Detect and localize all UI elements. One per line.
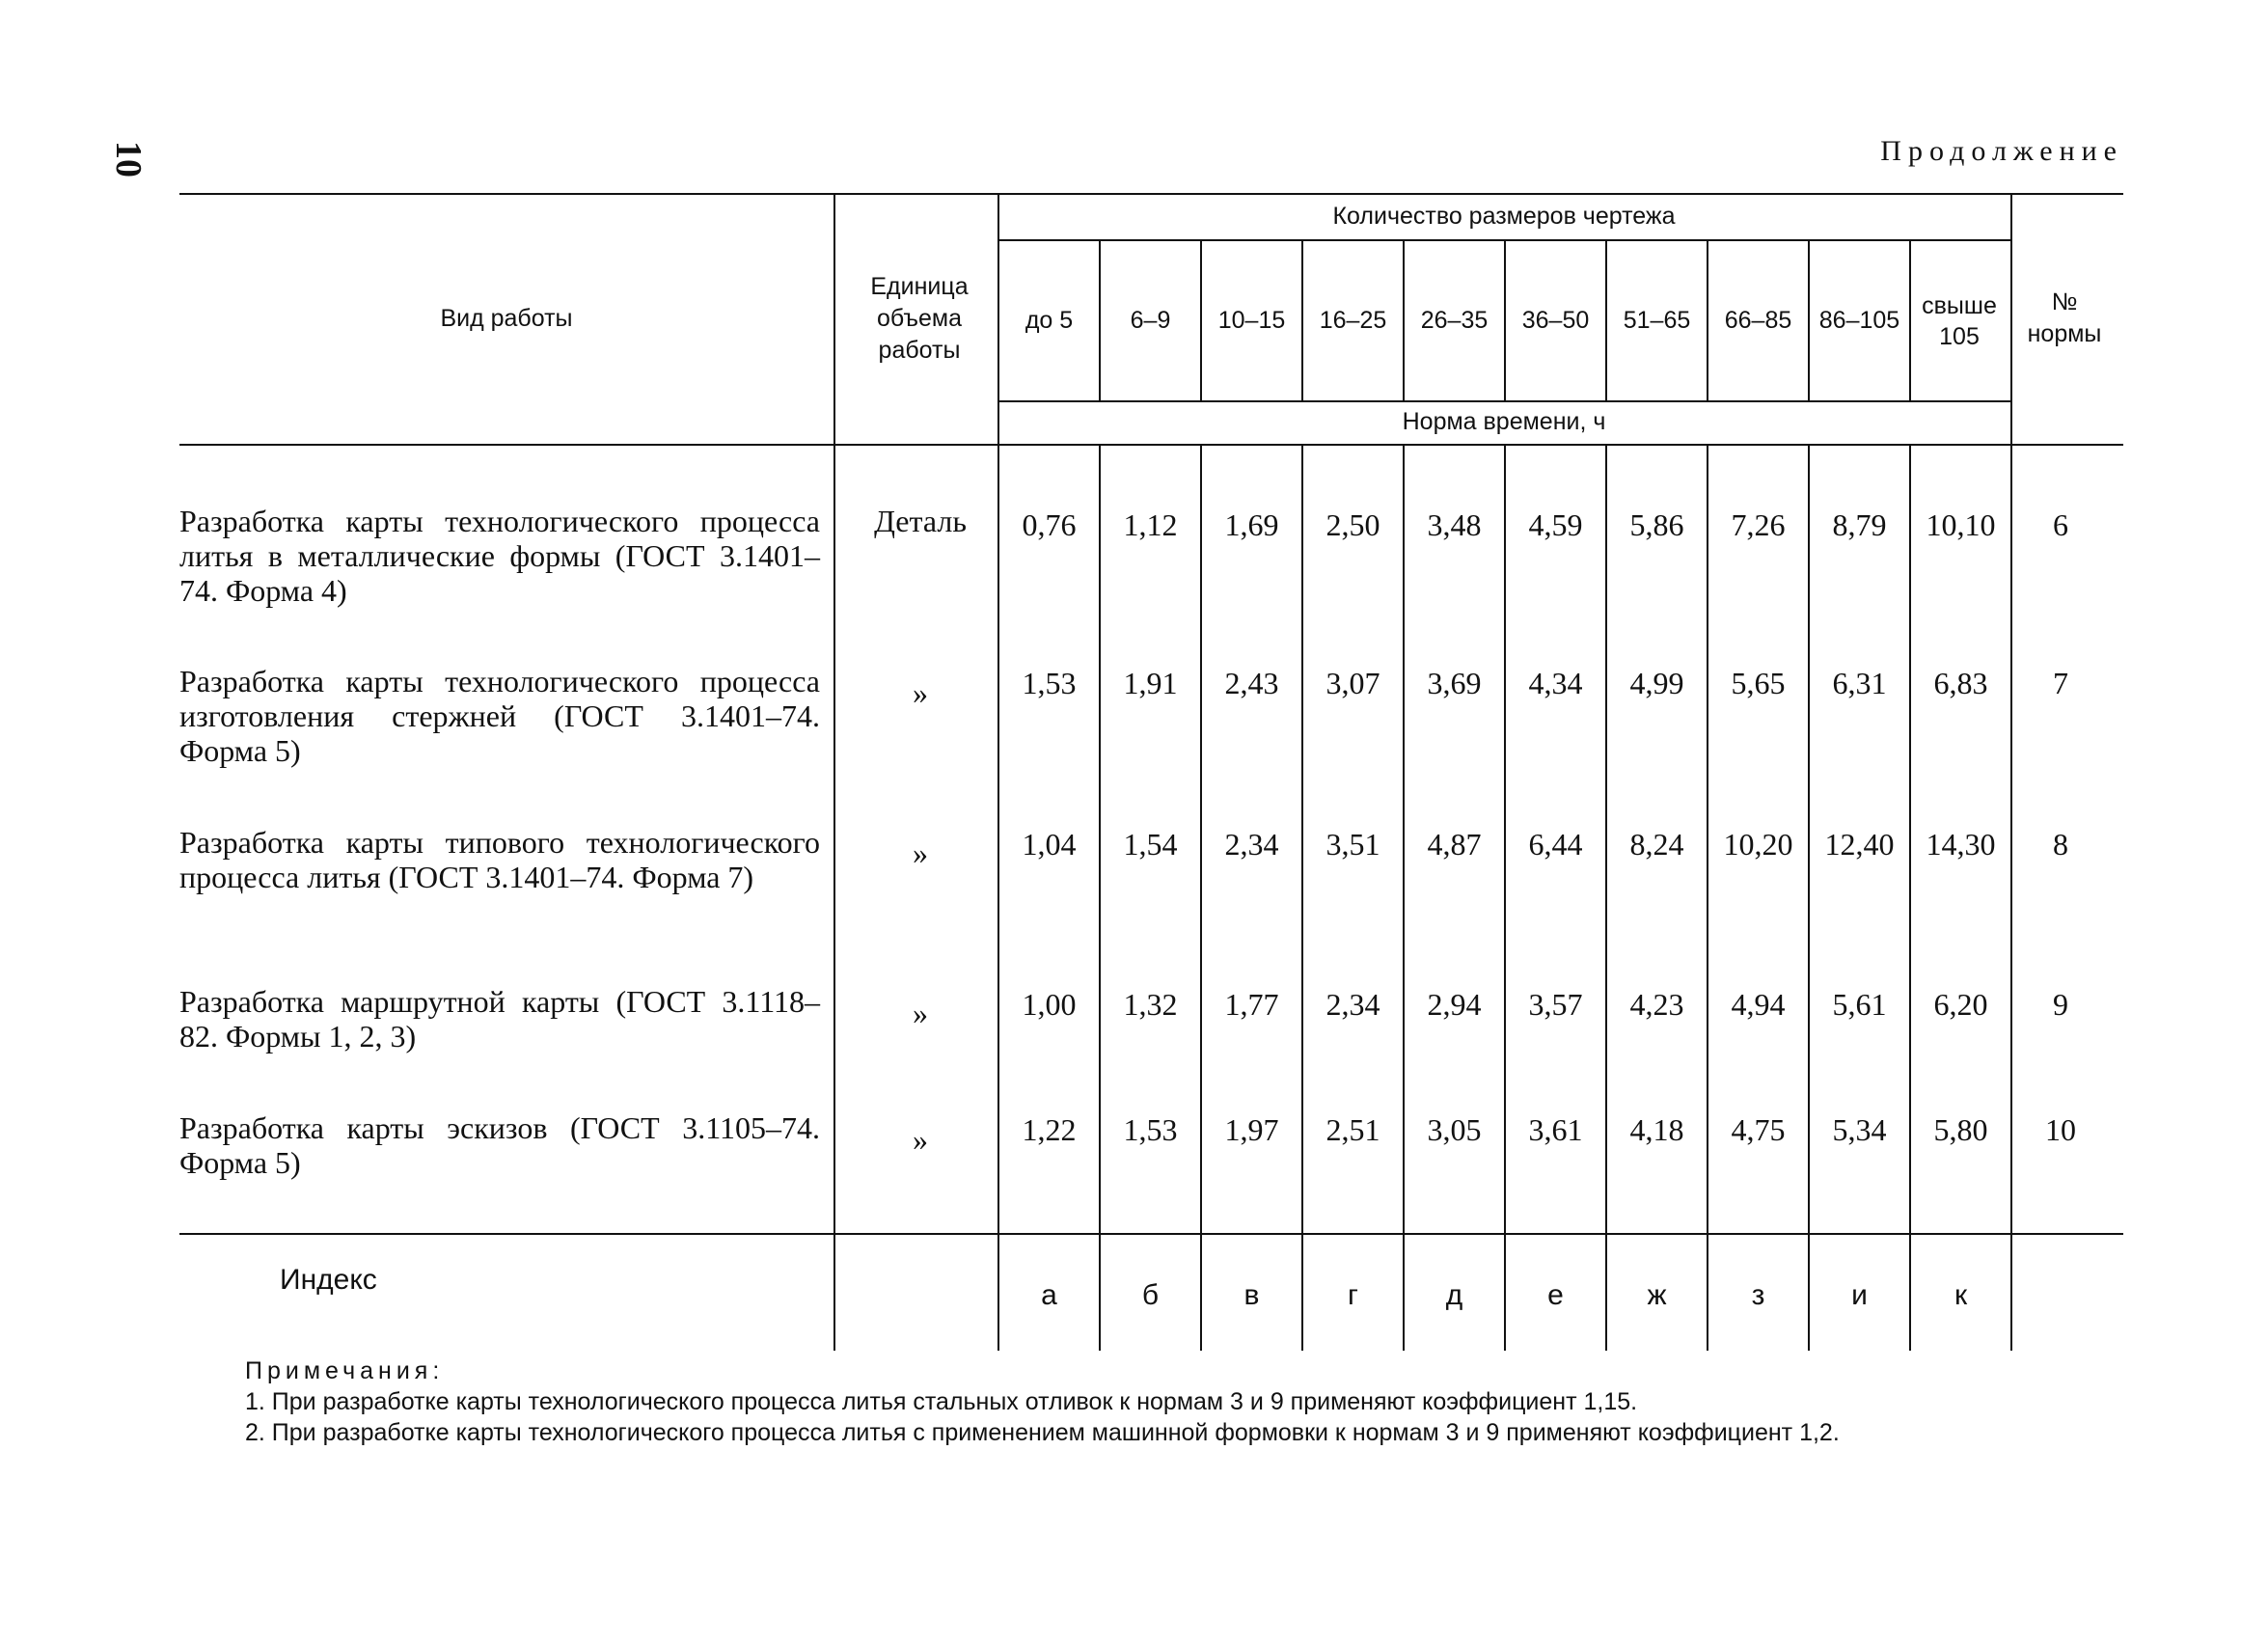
work-description: Разработка карты технологического процесса изготовления стержней (ГОСТ 3.1401–74. Форма 5)	[179, 664, 820, 768]
work-unit: »	[913, 675, 928, 710]
time-value: 2,43	[1224, 666, 1279, 700]
time-value: 5,65	[1731, 666, 1786, 700]
time-value: 3,61	[1528, 1112, 1583, 1147]
continued-label: Продолжение	[1880, 135, 2123, 167]
time-value: 2,51	[1325, 1112, 1380, 1147]
index-letter: б	[1141, 1279, 1160, 1311]
time-value: 2,94	[1427, 987, 1482, 1022]
time-value: 14,30	[1926, 827, 1996, 862]
time-value: 3,48	[1427, 507, 1482, 542]
norm-number: 9	[2053, 987, 2068, 1022]
time-value: 5,80	[1933, 1112, 1988, 1147]
header-work-type: Вид работы	[440, 304, 573, 332]
index-label: Индекс	[280, 1264, 377, 1296]
time-value: 1,32	[1123, 987, 1178, 1022]
time-value: 2,50	[1325, 507, 1380, 542]
col-divider-6-body	[1605, 444, 1607, 1351]
norm-number: 8	[2053, 827, 2068, 862]
unit-col-left-rule	[833, 193, 835, 1351]
index-letter: е	[1547, 1279, 1564, 1311]
index-letter: д	[1445, 1279, 1463, 1311]
time-value: 5,61	[1832, 987, 1887, 1022]
size-col-header: 36–50	[1521, 307, 1590, 334]
size-col-header: 6–9	[1130, 307, 1171, 334]
time-value: 4,99	[1629, 666, 1684, 700]
time-value: 8,79	[1832, 507, 1887, 542]
time-value: 7,26	[1731, 507, 1786, 542]
work-unit: »	[913, 1122, 928, 1157]
norm-number: 6	[2053, 507, 2068, 542]
time-value: 6,44	[1528, 827, 1583, 862]
time-value: 1,91	[1123, 666, 1178, 700]
time-value: 1,00	[1022, 987, 1077, 1022]
time-value: 1,69	[1224, 507, 1279, 542]
index-letter: г	[1348, 1279, 1358, 1311]
work-description: Разработка карты технологического процесса литья в металлические формы (ГОСТ 3.1401–74. Форма 4)	[179, 504, 820, 608]
size-col-header: 86–105	[1818, 307, 1900, 334]
header-bottom-rule	[179, 444, 2123, 446]
norm-col-left-rule	[2010, 193, 2012, 1351]
time-value: 1,54	[1123, 827, 1178, 862]
time-value: 5,34	[1832, 1112, 1887, 1147]
col-divider-4-body	[1403, 444, 1405, 1351]
work-description: Разработка карты эскизов (ГОСТ 3.1105–74. Форма 5)	[179, 1110, 820, 1180]
size-col-header: свыше 105	[1922, 291, 1997, 350]
col-divider-8-body	[1808, 444, 1810, 1351]
col-divider-7-body	[1707, 444, 1708, 1351]
time-value: 4,75	[1731, 1112, 1786, 1147]
size-col-header: 66–85	[1724, 307, 1792, 334]
time-value: 10,20	[1723, 827, 1793, 862]
work-unit: »	[913, 835, 928, 870]
col-divider-9-body	[1909, 444, 1911, 1351]
time-value: 3,07	[1325, 666, 1380, 700]
header-norm-number: № нормы	[2027, 288, 2102, 347]
time-value: 1,12	[1123, 507, 1178, 542]
header-time-norm: Норма времени, ч	[1402, 408, 1606, 435]
time-value: 1,53	[1123, 1112, 1178, 1147]
index-letter: ж	[1647, 1279, 1667, 1311]
size-col-header: 10–15	[1217, 307, 1286, 334]
header-sizes-group: Количество размеров чертежа	[1332, 202, 1676, 230]
time-value: 5,86	[1629, 507, 1684, 542]
time-value: 1,77	[1224, 987, 1279, 1022]
size-col-header: до 5	[1025, 307, 1074, 334]
time-value: 2,34	[1325, 987, 1380, 1022]
time-value: 6,83	[1933, 666, 1988, 700]
time-value: 3,05	[1427, 1112, 1482, 1147]
work-description: Разработка карты типового технологического процесса литья (ГОСТ 3.1401–74. Форма 7)	[179, 825, 820, 894]
time-value: 4,94	[1731, 987, 1786, 1022]
index-letter: а	[1041, 1279, 1057, 1311]
index-top-rule	[179, 1233, 2123, 1235]
time-value: 1,53	[1022, 666, 1077, 700]
size-col-header: 16–25	[1319, 307, 1387, 334]
work-unit: Деталь	[874, 504, 967, 538]
col-divider-5-body	[1504, 444, 1506, 1351]
time-value: 6,31	[1832, 666, 1887, 700]
size-col-header: 26–35	[1420, 307, 1489, 334]
size-col-header: 51–65	[1623, 307, 1691, 334]
note-item: 2. При разработке карты технологического процесса литья с применением машинной формовки к нормам 3 и 9 применяют коэффициент 1,2.	[245, 1419, 1840, 1446]
header-unit: Единица объема работы	[870, 272, 969, 364]
page-number: 10	[108, 141, 149, 178]
time-value: 10,10	[1926, 507, 1996, 542]
work-unit: »	[913, 996, 928, 1030]
time-value: 4,34	[1528, 666, 1583, 700]
time-value: 12,40	[1824, 827, 1895, 862]
time-value: 1,04	[1022, 827, 1077, 862]
notes	[179, 1355, 2123, 1448]
time-value: 2,34	[1224, 827, 1279, 862]
note-item: 1. При разработке карты технологического процесса литья стальных отливок к нормам 3 и 9 применяют коэффициент 1,15.	[245, 1388, 1638, 1415]
time-value: 4,87	[1427, 827, 1482, 862]
index-letter: и	[1851, 1279, 1868, 1311]
norm-number: 10	[2045, 1112, 2076, 1147]
index-letter: к	[1954, 1279, 1968, 1311]
col-divider-2-body	[1200, 444, 1202, 1351]
time-value: 3,69	[1427, 666, 1482, 700]
time-value: 0,76	[1022, 507, 1077, 542]
col-divider-3-body	[1301, 444, 1303, 1351]
time-value: 1,97	[1224, 1112, 1279, 1147]
time-value: 1,22	[1022, 1112, 1077, 1147]
index-letter: з	[1751, 1279, 1765, 1311]
col-divider-1-body	[1099, 444, 1101, 1351]
norm-number: 7	[2053, 666, 2068, 700]
notes-title: Примечания:	[245, 1357, 445, 1384]
time-value: 3,57	[1528, 987, 1583, 1022]
time-value: 4,23	[1629, 987, 1684, 1022]
time-value: 3,51	[1325, 827, 1380, 862]
time-value: 8,24	[1629, 827, 1684, 862]
time-value: 4,59	[1528, 507, 1583, 542]
time-value: 6,20	[1933, 987, 1988, 1022]
index-letter: в	[1243, 1279, 1260, 1311]
time-value: 4,18	[1629, 1112, 1684, 1147]
work-description: Разработка маршрутной карты (ГОСТ 3.1118–82. Формы 1, 2, 3)	[179, 984, 820, 1054]
